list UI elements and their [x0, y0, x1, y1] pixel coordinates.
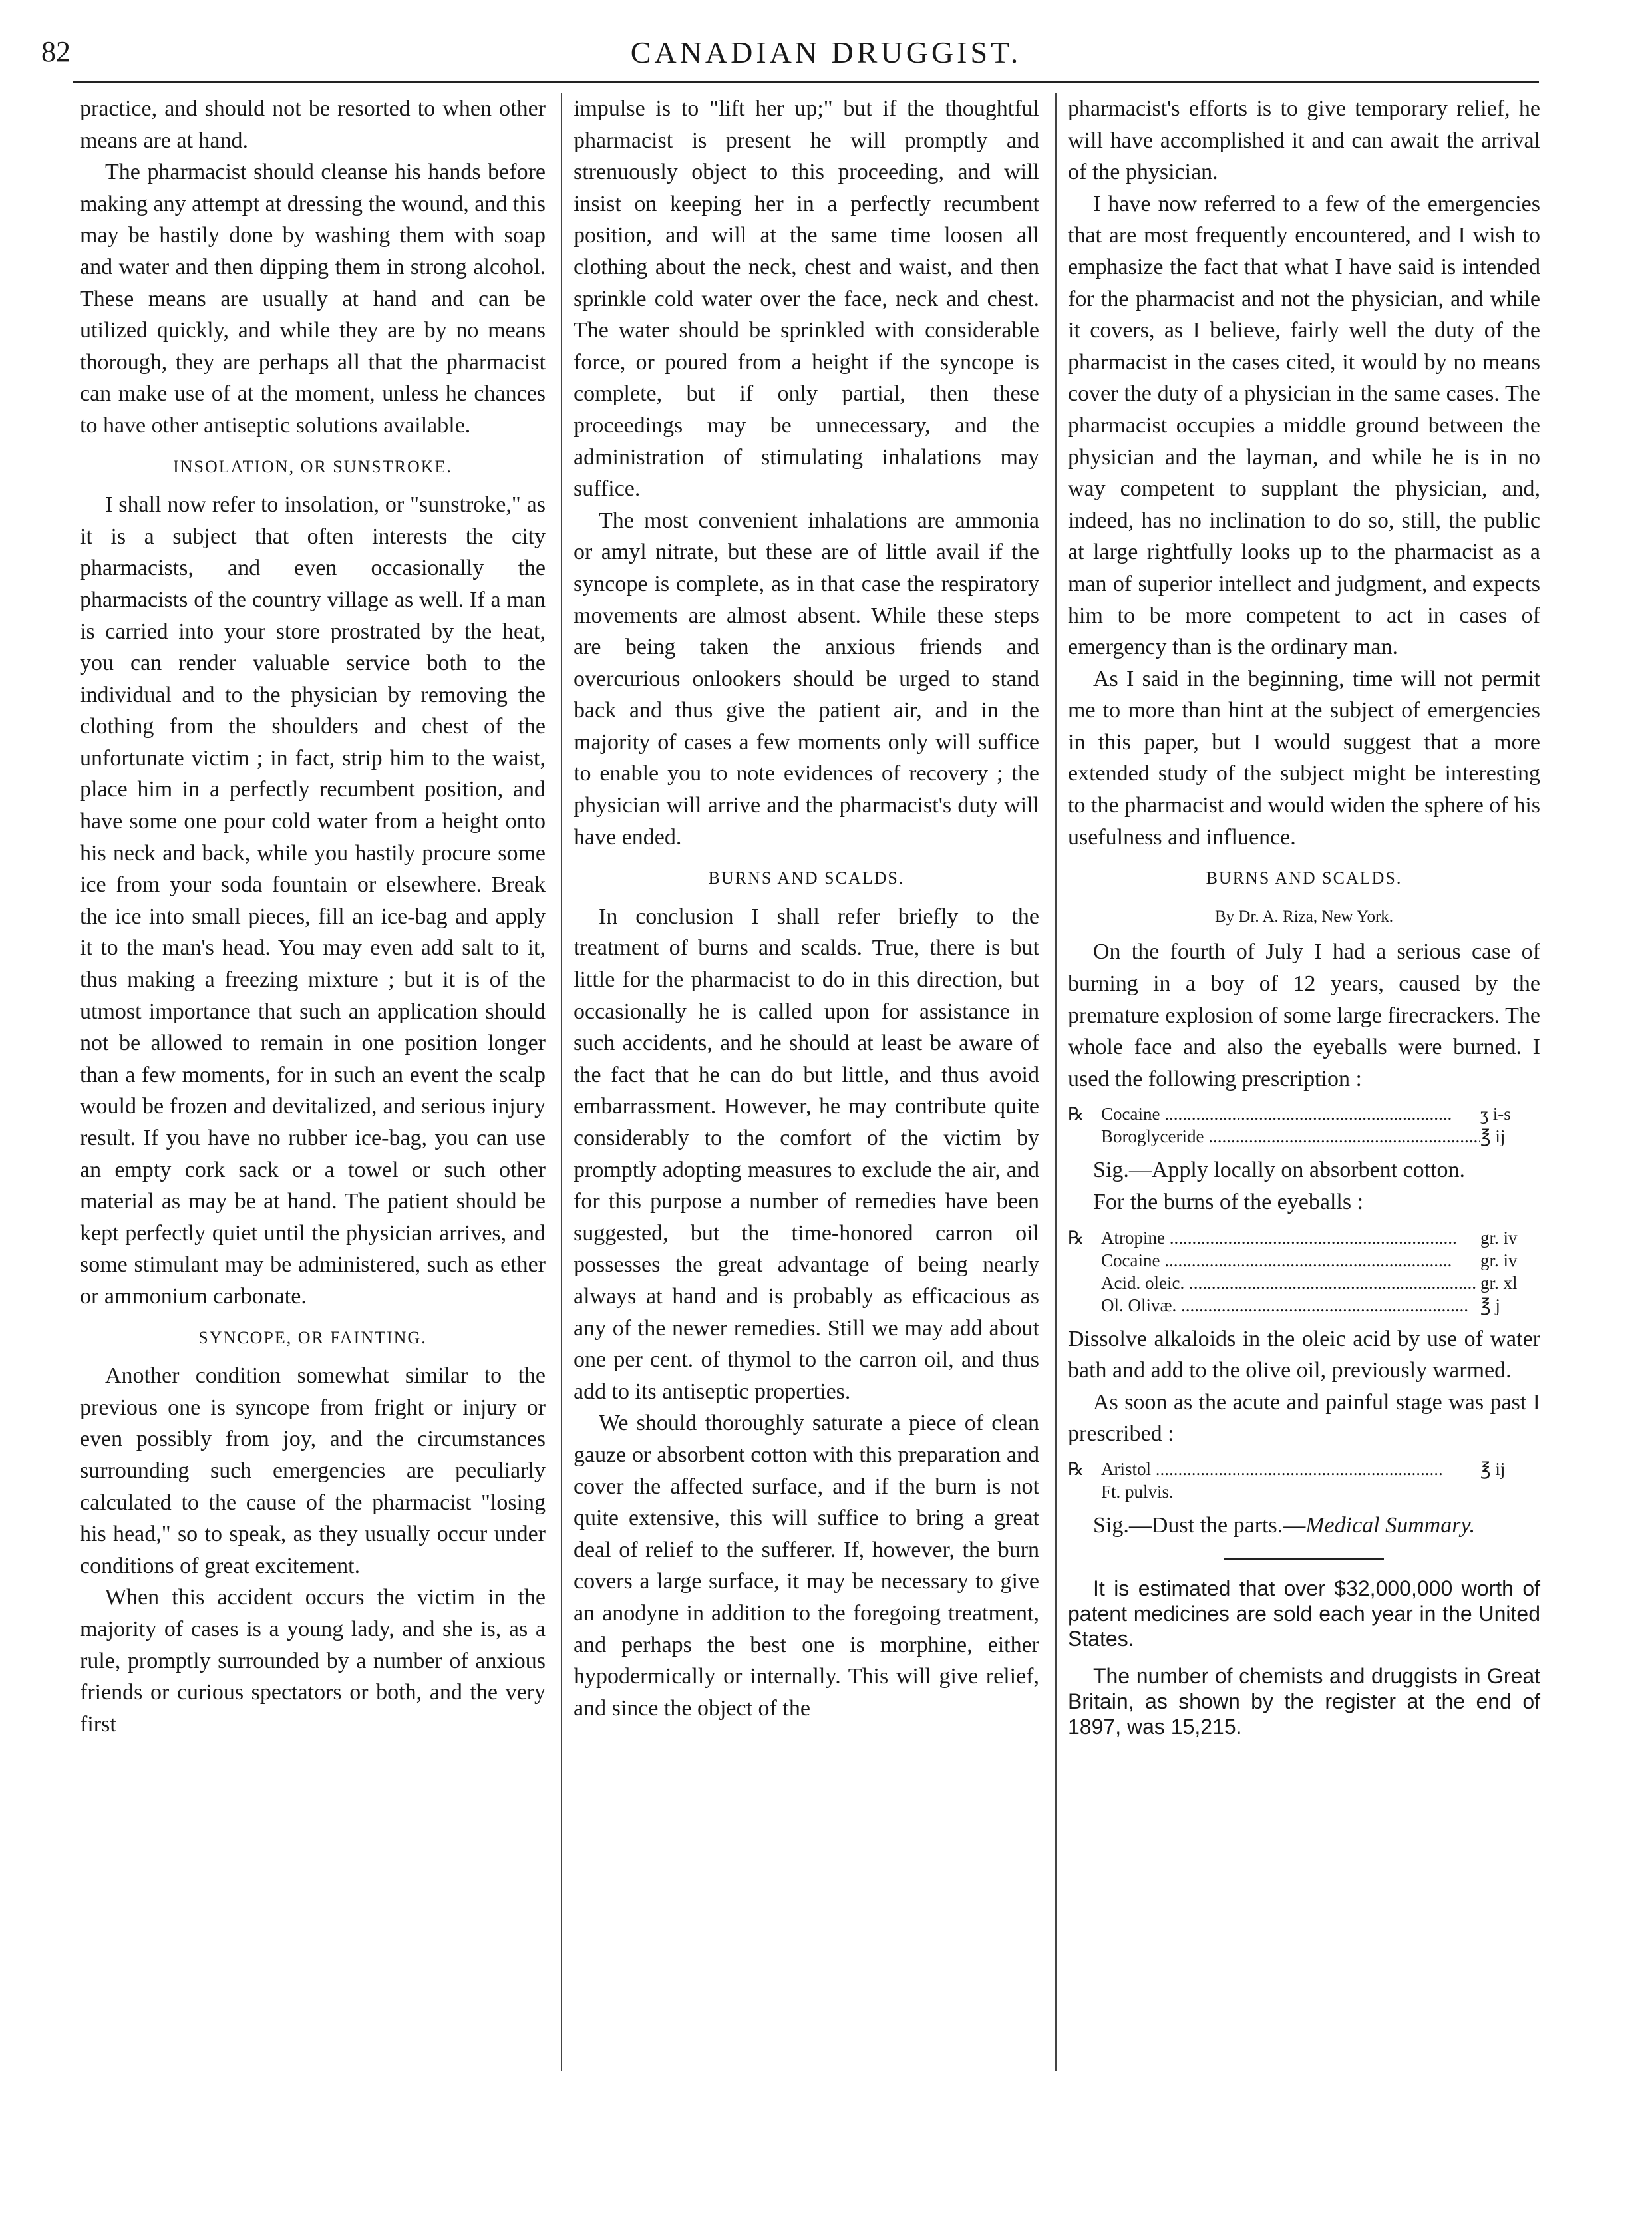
paragraph: Another condition somewhat similar to the previous one is syncope from fright or injury or even possibly from joy, and the circumstances surrounding such emergencies are peculiarly calculated to the cause of the pharmacist "losing his head," so to speak, as they usually occur under conditions of great excitement. — [80, 1363, 546, 1578]
section-divider — [1224, 1558, 1384, 1560]
recipe-symbol: ℞ — [1068, 1459, 1084, 1479]
column-1 — [80, 93, 546, 1740]
header-rule — [73, 81, 1539, 83]
section-heading-burns: BURNS AND SCALDS. — [708, 868, 905, 888]
drug-name: Cocaine ..... — [1101, 1103, 1480, 1125]
article-byline: By Dr. A. Riza, New York. — [1214, 907, 1394, 926]
prescription-3 — [1068, 1458, 1540, 1503]
article-heading-burns: BURNS AND SCALDS. — [1206, 868, 1403, 888]
paragraph: We should thoroughly saturate a piece of clean gauze or absorbent cotton with this preparation and cover the affected surface, and if the burn is not quite extensive, this will suffice to bring a great deal of relief to the sufferer. If, however, the burn covers a large surface, it may be necessary to give an anodyne in addition to the foregoing treatment, and perhaps the best one is morphine, either hypodermically or internally. This will give relief, and since the object of the — [574, 1411, 1039, 1721]
paragraph: As I said in the beginning, time will not permit me to more than hint at the subject of emergencies in this paper, but I would suggest that a more extended study of the subject might be interesting to the pharmacist and would widen the sphere of his usefulness and influence. — [1068, 666, 1540, 850]
paragraph: On the fourth of July I had a serious case of burning in a boy of 12 years, caused by the premature explosion of some large firecrackers. The whole face and also the eyeballs were burned. I used the following prescription : — [1068, 940, 1540, 1091]
paragraph: impulse is to "lift her up;" but if the thoughtful pharmacist is present he will promptly and strenuously object to this proceeding, and will insist on keeping her in a perfectly recumbent position, and will at the same time loosen all clothing about the neck, chest and waist, and then sprinkle cold water over the face, neck and chest. The water should be sprinkled with considerable force, or poured from a height if the syncope is complete, but if only partial, then these proceedings may be unnecessary, and the administration of stimulating inhalations may suffice. — [574, 96, 1039, 502]
column-rule-left — [561, 93, 562, 2071]
journal-title: CANADIAN DRUGGIST. — [630, 35, 1022, 69]
signa: Sig.—Apply locally on absorbent cotton. — [1093, 1158, 1466, 1183]
recipe-symbol: ℞ — [1068, 1104, 1084, 1124]
paragraph: For the burns of the eyeballs : — [1093, 1190, 1364, 1214]
signa-text: Sig.—Dust the parts.— — [1093, 1512, 1306, 1538]
signa — [1068, 1510, 1540, 1542]
section-heading-insolation: INSOLATION, OR SUNSTROKE. — [173, 456, 452, 476]
news-note: The number of chemists and druggists in Great Britain, as shown by the register at the end of 1897, was 15,215. — [1068, 1663, 1540, 1739]
column-rule-right — [1055, 93, 1057, 2071]
drug-amount: ʒ i-s — [1480, 1104, 1511, 1124]
drug-amount: gr. xl — [1480, 1272, 1518, 1293]
paragraph: I have now referred to a few of the emergencies that are most frequently encountered, and I wish to emphasize the fact that what I have said is intended for the pharmacist and not the physician, and while it covers, as I believe, fairly well the duty of the pharmacist in the cases cited, it would by no means cover the duty of a physician in the same cases. The pharmacist occupies a middle ground between the physician and the layman, and while he is in no way competent to supplant the physician, and, indeed, has no inclination to do so, still, the public at large rightfully looks up to the pharmacist as a man of superior intellect and judgment, and expects him to be more competent to act in cases of emergency than is the ordinary man. — [1068, 191, 1540, 660]
recipe-symbol — [1068, 1125, 1101, 1148]
drug-amount: gr. iv — [1480, 1250, 1518, 1270]
drug-amount: ℥ ij — [1480, 1459, 1506, 1479]
page-number: 82 — [41, 35, 71, 68]
prescription-2 — [1068, 1226, 1540, 1317]
prescription-1 — [1068, 1103, 1540, 1148]
paragraph: When this accident occurs the victim in the majority of cases is a young lady, and she is, as a rule, promptly surrounded by a number of anxious friends or curious spectators or both, and the very first — [80, 1585, 546, 1737]
section-heading-syncope: SYNCOPE, OR FAINTING. — [198, 1327, 427, 1347]
recipe-symbol — [1068, 1249, 1101, 1272]
drug-name: Ft. pulvis. — [1101, 1481, 1174, 1502]
paragraph: pharmacist's efforts is to give temporary relief, he will have accomplished it and can await the arrival of the physician. — [1068, 96, 1540, 185]
drug-amount: gr. iv — [1480, 1227, 1518, 1248]
drug-name: Acid. oleic. ..... — [1101, 1272, 1480, 1294]
drug-amount: ℥ j — [1480, 1295, 1500, 1315]
drug-name: Atropine ..... — [1101, 1226, 1480, 1249]
paragraph: I shall now refer to insolation, or "sunstroke," as it is a subject that often interests the city pharmacists, and even occasionally the pharmacists of the country village as well. If a man is carried into your store prostrated by the heat, you can render valuable service both to the individual and to the physician by removing the clothing from the shoulders and chest of the unfortunate victim ; in fact, strip him to the waist, place him in a perfectly recumbent position, and have some one pour cold water from a height onto his neck and back, while you hastily procure some ice from your soda fountain or elsewhere. Break the ice into small pieces, fill an ice-bag and apply it to the man's head. You may even add salt to it, thus making a freezing mixture ; but it is of the utmost importance that such an application should not be allowed to remain in one position longer than a few moments, for in such an event the scalp would be frozen and devitalized, and serious injury result. If you have no rubber ice-bag, you can use an empty cork sack or a towel or such other material as may be at hand. The patient should be kept perfectly quiet until the physician arrives, and some stimulant may be administered, such as ether or ammonium carbonate. — [80, 492, 546, 1309]
drug-amount: ℥ ij — [1480, 1126, 1506, 1147]
drug-name: Aristol ..... — [1101, 1458, 1480, 1480]
paragraph: Dissolve alkaloids in the oleic acid by use of water bath and add to the olive oil, previously warmed. — [1068, 1326, 1540, 1383]
news-note: It is estimated that over $32,000,000 worth of patent medicines are sold each year in the United States. — [1068, 1576, 1540, 1651]
drug-name: Boroglyceride ..... — [1101, 1125, 1480, 1148]
paragraph: In conclusion I shall refer briefly to the treatment of burns and scalds. True, there is but little for the pharmacist to do in this direction, but occasionally he is called upon for assistance in such accidents, and he should at least be aware of the fact that he can do but little, and thus avoid embarrassment. However, he may contribute quite considerably to the comfort of the victim by promptly adopting measures to exclude the air, and for this purpose a number of remedies have been suggested, but the time-honored carron oil possesses the great advantage of being nearly always at hand and is probably as efficacious as any of the newer remedies. Still we may add about one per cent. of thymol to the carron oil, and thus add to its antiseptic properties. — [574, 904, 1039, 1404]
recipe-symbol — [1068, 1272, 1101, 1294]
paragraph: The most convenient inhalations are ammonia or amyl nitrate, but these are of little avail if the syncope is complete, as in that case the respiratory movements are almost absent. While these steps are being taken the anxious friends and overcurious onlookers should be urged to stand back and thus give the patient air, and in the majority of cases a few moments only will suffice to enable you to note evidences of recovery ; the physician will arrive and the pharmacist's duty will have ended. — [574, 508, 1039, 850]
column-2 — [574, 93, 1039, 1724]
paragraph: As soon as the acute and painful stage was past I prescribed : — [1068, 1389, 1540, 1447]
source-citation: Medical Summary. — [1305, 1512, 1476, 1538]
drug-name: Cocaine ..... — [1101, 1249, 1480, 1272]
recipe-symbol — [1068, 1480, 1101, 1503]
column-3 — [1068, 93, 1540, 1751]
paragraph: The pharmacist should cleanse his hands before making any attempt at dressing the wound, and this may be hastily done by washing them with soap and water and then dipping them in strong alcohol. These means are usually at hand and can be utilized quickly, and while they are by no means thorough, they are perhaps all that the pharmacist can make use of at the moment, unless he chances to have other antiseptic solutions available. — [80, 160, 546, 438]
recipe-symbol: ℞ — [1068, 1227, 1084, 1248]
drug-name: Ol. Olivæ. ..... — [1101, 1294, 1480, 1317]
paragraph: practice, and should not be resorted to when other means are at hand. — [80, 96, 546, 153]
recipe-symbol — [1068, 1294, 1101, 1317]
drug-amount — [1480, 1480, 1540, 1503]
